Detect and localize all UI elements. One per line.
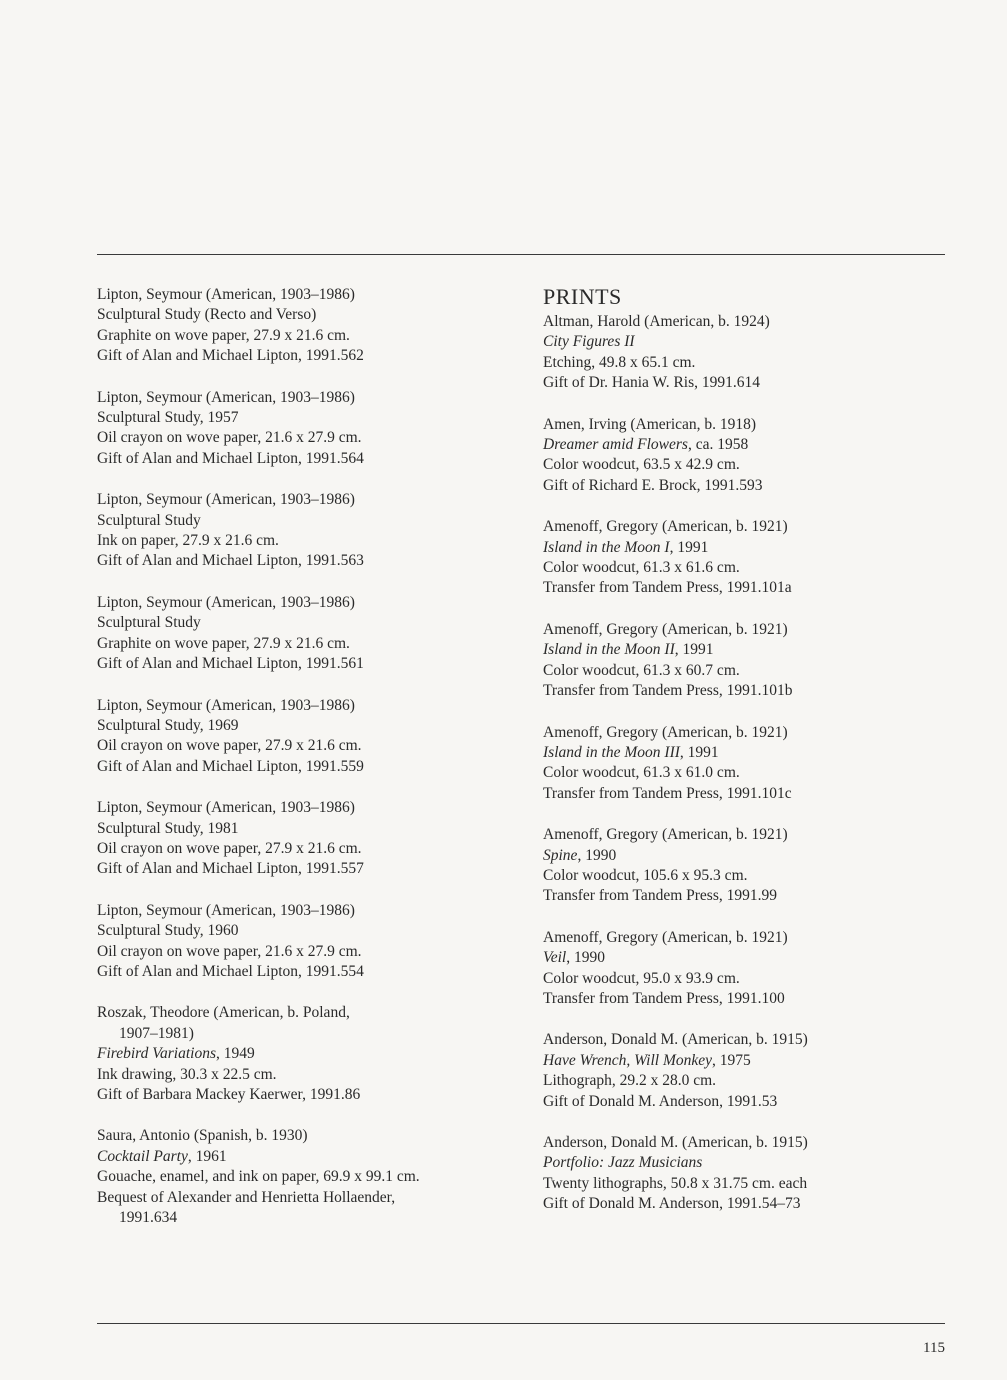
entry-line (543, 1051, 943, 1071)
entry-line: Anderson, Donald M. (American, b. 1915) (543, 1031, 808, 1049)
entry-line: Color woodcut, 105.6 x 95.3 cm. (543, 866, 748, 884)
entry-line: Gift of Alan and Michael Lipton, 1991.564 (97, 449, 364, 467)
entry-line: Amenoff, Gregory (American, b. 1921) (543, 620, 788, 638)
artwork-title: Have Wrench, Will Monkey (543, 1051, 713, 1069)
catalog-entry (97, 901, 517, 983)
entry-line: Gift of Alan and Michael Lipton, 1991.559 (97, 757, 364, 775)
entry-line: Oil crayon on wove paper, 21.6 x 27.9 cm. (97, 942, 362, 960)
right-column (543, 285, 943, 1236)
entry-line: Amenoff, Gregory (American, b. 1921) (543, 518, 788, 536)
catalog-entry (543, 517, 943, 599)
entry-line: Gift of Barbara Mackey Kaerwer, 1991.86 (97, 1086, 361, 1103)
entry-line: Transfer from Tandem Press, 1991.99 (543, 887, 777, 905)
artwork-date: , 1990 (566, 949, 605, 967)
entry-line: Gift of Alan and Michael Lipton, 1991.557 (97, 860, 364, 878)
artwork-date: , 1991 (674, 641, 714, 659)
entry-line: Gift of Richard E. Brock, 1991.593 (543, 476, 763, 494)
artwork-title: Island in the Moon III (543, 743, 680, 761)
catalog-entry (543, 928, 943, 1010)
entry-line (543, 538, 943, 558)
entry-line: Color woodcut, 61.3 x 61.6 cm. (543, 559, 740, 577)
catalog-entry (97, 285, 517, 367)
left-column (97, 285, 517, 1249)
catalog-entry (543, 1030, 943, 1112)
entry-line: Sculptural Study, 1969 (97, 716, 239, 734)
artwork-date: , 1991 (669, 538, 709, 556)
entry-line: Sculptural Study, 1960 (97, 922, 239, 940)
page-number: 115 (923, 1340, 945, 1356)
artwork-date: , ca. 1958 (687, 436, 749, 454)
artwork-title: City Figures II (543, 333, 635, 351)
entry-line: Gift of Alan and Michael Lipton, 1991.561 (97, 655, 364, 673)
artwork-date: , 1990 (577, 846, 617, 864)
entry-line: Graphite on wove paper, 27.9 x 21.6 cm. (97, 634, 350, 652)
entry-line: 1991.634 (119, 1209, 178, 1227)
entry-line: Transfer from Tandem Press, 1991.101b (543, 682, 793, 700)
artwork-title: Firebird Variations (97, 1045, 216, 1063)
catalog-entry (543, 1133, 943, 1215)
entry-line (543, 332, 943, 352)
entry-line: Oil crayon on wove paper, 27.9 x 21.6 cm. (97, 737, 362, 755)
catalog-entry (97, 1003, 517, 1105)
bottom-rule (97, 1323, 945, 1324)
artwork-date: , 1991 (679, 743, 719, 761)
entry-line: Gouache, enamel, and ink on paper, 69.9 x 99.1 cm. (97, 1168, 420, 1186)
entry-line: Gift of Alan and Michael Lipton, 1991.554 (97, 962, 364, 980)
entry-line (543, 640, 943, 660)
entry-line: Color woodcut, 61.3 x 61.0 cm. (543, 764, 740, 782)
entry-line: Sculptural Study, 1957 (97, 409, 239, 427)
entry-line: Oil crayon on wove paper, 21.6 x 27.9 cm. (97, 429, 362, 447)
entry-line: Ink drawing, 30.3 x 22.5 cm. (97, 1065, 277, 1083)
catalog-entry (97, 696, 517, 778)
entry-line (543, 1153, 943, 1173)
entry-line: Gift of Donald M. Anderson, 1991.54–73 (543, 1195, 801, 1213)
entry-line: Lipton, Seymour (American, 1903–1986) (97, 799, 355, 817)
entry-line: Sculptural Study (Recto and Verso) (97, 306, 317, 324)
entry-line: Sculptural Study (97, 614, 201, 632)
entry-line: Gift of Alan and Michael Lipton, 1991.563 (97, 552, 364, 570)
entry-line: Oil crayon on wove paper, 27.9 x 21.6 cm. (97, 839, 362, 857)
entry-line: Amenoff, Gregory (American, b. 1921) (543, 928, 788, 946)
entry-line: Saura, Antonio (Spanish, b. 1930) (97, 1127, 308, 1145)
artwork-title: Portfolio: Jazz Musicians (543, 1154, 703, 1172)
entry-line: Transfer from Tandem Press, 1991.100 (543, 989, 785, 1007)
entry-line: Lipton, Seymour (American, 1903–1986) (97, 388, 355, 406)
entry-line: Anderson, Donald M. (American, b. 1915) (543, 1134, 808, 1151)
entry-line: Sculptural Study, 1981 (97, 819, 239, 837)
artwork-date: , 1961 (187, 1147, 227, 1165)
entry-line (543, 435, 943, 455)
entry-line: Amenoff, Gregory (American, b. 1921) (543, 723, 788, 741)
entry-line: Bequest of Alexander and Henrietta Hollaender, (97, 1188, 396, 1206)
entry-line: Lipton, Seymour (American, 1903–1986) (97, 286, 355, 303)
entry-line: Lipton, Seymour (American, 1903–1986) (97, 696, 355, 714)
entry-line: Color woodcut, 95.0 x 93.9 cm. (543, 969, 740, 987)
entry-line: Lithograph, 29.2 x 28.0 cm. (543, 1072, 717, 1090)
artwork-title: Spine (543, 846, 578, 864)
entry-line (97, 1044, 517, 1064)
entry-line: Altman, Harold (American, b. 1924) (543, 313, 770, 330)
entry-line (543, 948, 943, 968)
entry-line: Etching, 49.8 x 65.1 cm. (543, 353, 696, 371)
entry-line: Lipton, Seymour (American, 1903–1986) (97, 901, 355, 919)
catalog-entry (543, 825, 943, 907)
artwork-title: Island in the Moon II (543, 641, 675, 659)
catalog-entry (97, 1126, 517, 1228)
prints-entries (543, 312, 943, 1215)
entry-line: Ink on paper, 27.9 x 21.6 cm. (97, 532, 279, 550)
artwork-title: Veil (543, 949, 567, 967)
entry-line: Transfer from Tandem Press, 1991.101c (543, 784, 792, 802)
artwork-title: Cocktail Party (97, 1147, 188, 1165)
entry-line: Lipton, Seymour (American, 1903–1986) (97, 593, 355, 611)
entry-line: Sculptural Study (97, 511, 201, 529)
top-rule (97, 254, 945, 255)
entry-line: Gift of Alan and Michael Lipton, 1991.562 (97, 347, 364, 365)
catalog-entry (543, 312, 943, 394)
entry-line (543, 743, 943, 763)
catalog-entry (543, 723, 943, 805)
catalog-entry (97, 593, 517, 675)
artwork-title: Island in the Moon I (543, 538, 670, 556)
entry-line: Amenoff, Gregory (American, b. 1921) (543, 826, 788, 844)
entry-line: Graphite on wove paper, 27.9 x 21.6 cm. (97, 326, 350, 344)
entry-line: Transfer from Tandem Press, 1991.101a (543, 579, 792, 597)
entry-line: Color woodcut, 61.3 x 60.7 cm. (543, 661, 740, 679)
artwork-date: , 1975 (712, 1051, 751, 1069)
catalog-entry (97, 798, 517, 880)
catalog-entry (543, 415, 943, 497)
entry-line: Color woodcut, 63.5 x 42.9 cm. (543, 456, 740, 474)
entry-line: 1907–1981) (119, 1024, 194, 1042)
entry-line: Amen, Irving (American, b. 1918) (543, 415, 757, 433)
entry-line: Gift of Dr. Hania W. Ris, 1991.614 (543, 374, 760, 392)
entry-line: Gift of Donald M. Anderson, 1991.53 (543, 1092, 778, 1110)
catalog-entry (543, 620, 943, 702)
entry-line (543, 846, 943, 866)
catalog-entry (97, 490, 517, 572)
entry-line: Lipton, Seymour (American, 1903–1986) (97, 491, 355, 509)
section-heading-prints: PRINTS (543, 284, 622, 309)
entry-line: Roszak, Theodore (American, b. Poland, (97, 1004, 350, 1022)
entry-line (97, 1147, 517, 1167)
entry-line: Twenty lithographs, 50.8 x 31.75 cm. each (543, 1174, 808, 1192)
artwork-title: Dreamer amid Flowers (543, 436, 688, 454)
artwork-date: , 1949 (215, 1045, 255, 1063)
catalog-entry (97, 388, 517, 470)
